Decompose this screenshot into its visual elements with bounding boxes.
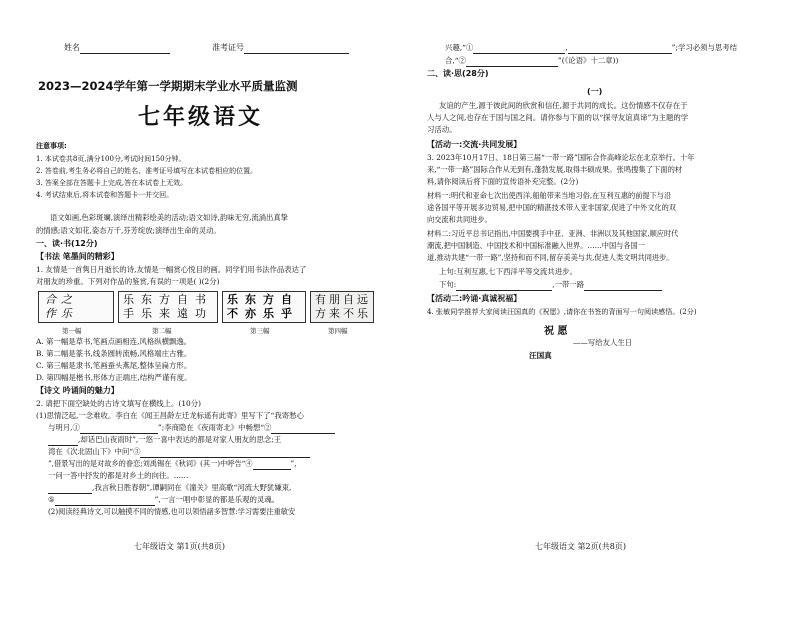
id-field — [212, 42, 349, 54]
part-number: (一) — [587, 87, 603, 96]
callig-char: 来 — [159, 307, 170, 320]
page-left — [0, 0, 397, 558]
slogan-blank[interactable] — [456, 281, 552, 291]
name-label: 姓名 — [64, 43, 80, 52]
caption-3: 第三幅 — [250, 327, 270, 335]
note-item: 2. 答卷前,考生务必将自己的姓名、准考证号填写在本试卷相应的位置。 — [36, 167, 258, 175]
name-field — [64, 42, 170, 54]
callig-char: 乎 — [281, 307, 292, 320]
q2-text: ⑤ — [48, 495, 55, 504]
callig-char: 乐 — [227, 293, 238, 306]
note-item: 1. 本试卷共8页,满分100分,考试时间150分钟。 — [36, 155, 186, 163]
name-line[interactable] — [80, 44, 170, 54]
question-3-line: 3. 2023年10月17日、18日第三届“一带一路”国际合作高峰论坛在北京举行。十年 — [427, 153, 695, 162]
callig-char: 方 — [159, 293, 170, 306]
callig-char: 亦 — [245, 307, 256, 320]
material-1-line: 向交流和共同进步。 — [427, 215, 492, 224]
callig-char: 遠 — [177, 307, 188, 320]
callig-char: 自 — [281, 293, 292, 306]
page-right — [397, 0, 794, 558]
note-item: 3. 答案全部在答题卡上完成,答在本试卷上无效。 — [36, 179, 188, 187]
question-2-line — [48, 434, 281, 446]
callig-char: 不 — [227, 307, 238, 320]
answer-blank[interactable] — [140, 448, 310, 458]
exam-title: 2023—2024学年第一学期期末学业水平质量监测 — [38, 79, 298, 93]
note-item: 4. 考试结束后,将本试卷和答题卡一并交回。 — [36, 191, 174, 199]
q2-text: ”,借景写出的是对故乡的眷恋;刘禹锡在《秋词》(其一)中呼告“④ — [48, 459, 253, 468]
intro-paragraph-line: 人与人之间,也存在于国与国之间。请你参与下面的以“探寻友谊真谛”为主题的学 — [427, 113, 689, 122]
option-d: D. 第四幅是楷书,形体方正端庄,结构严谨有度。 — [36, 373, 192, 382]
poem-title: 祝 愿 — [544, 326, 568, 337]
option-a: A. 第一幅是草书,笔画点画相连,风格纵横飘逸。 — [36, 337, 192, 346]
callig-char: 书 — [195, 293, 206, 306]
q2-text: ”,一言一唱中彰显的都是乐观的灵魂。 — [154, 495, 280, 504]
id-line[interactable] — [244, 44, 349, 54]
calligraphy-work-2 — [118, 291, 218, 323]
answer-blank[interactable] — [253, 460, 291, 470]
poem-author: 汪国真 — [529, 351, 552, 360]
answer-blank[interactable] — [473, 43, 568, 54]
activity-1-heading: 【活动一:交流·共同发展】 — [427, 140, 522, 149]
q2-text: ,我言秋日胜春朝”,谭嗣同在《潼关》里高歌“河流大野犹嫌束, — [92, 483, 292, 492]
q2-text: ”;学习必须与思考结 — [671, 43, 738, 52]
question-2-line — [48, 422, 335, 434]
answer-blank[interactable] — [55, 496, 155, 506]
callig-char: 手 — [123, 307, 134, 320]
slogan-second-line — [439, 279, 662, 291]
page-footer-right: 七年级语文 第2页(共8页) — [535, 542, 626, 551]
caption-4: 第四幅 — [328, 327, 348, 335]
callig-char: 之 — [61, 293, 72, 306]
material-2-line: 材料二:习近平总书记指出,中国要携手中亚、亚洲、非洲以及其他国家,顺应时代 — [427, 229, 679, 238]
notes-heading: 注意事项: — [36, 142, 67, 150]
q2-text: ”;李商隐在《夜雨寄北》中畅想“② — [157, 423, 272, 432]
callig-char: 东 — [141, 293, 152, 306]
intro-line: 的情感;语文如花,姿态万千,芬芳绽放;演绎出生命的灵动。 — [36, 226, 221, 235]
section-1-heading: 一、读·书(12分) — [36, 239, 98, 248]
callig-char: 自 — [177, 293, 188, 306]
id-label: 准考证号 — [212, 43, 244, 52]
question-1-line: 对朋友的珍重。下列对作品的鉴赏,有误的一项是( )(2分) — [36, 277, 220, 286]
question-2-line: (2)阅读经典诗文,可以触摸不同的情感,也可以领悟諸多智慧:学习需要注重敏安 — [48, 507, 296, 516]
callig-char: 有 — [315, 293, 326, 306]
question-2-line: 2. 请把下面空缺处的古诗文填写在横线上。(10分) — [36, 399, 201, 408]
q2-text: ”(《论语》十二章)) — [557, 56, 619, 65]
answer-blank[interactable] — [48, 436, 78, 446]
q2-text: 与明月,① — [48, 423, 80, 432]
material-2-line: 潮流,把中国制造、中国技术和中国标准融入世界。……中国与各国一 — [427, 241, 645, 250]
callig-char: 远 — [357, 293, 368, 306]
section-2-heading: 二、读·思(28分) — [427, 69, 489, 78]
answer-blank[interactable] — [80, 424, 158, 434]
callig-char: 作 — [45, 307, 56, 320]
slogan-text: ,一带一路 — [552, 280, 585, 289]
answer-blank[interactable] — [48, 484, 92, 494]
q2-continued-line — [445, 55, 618, 67]
question-2-line — [48, 458, 297, 470]
material-1-line: 材料一:明代和亚命七次出使西洋,船舶带来当地习俗,在互利互惠的前提下与沿 — [427, 191, 672, 200]
callig-char: 乐 — [123, 293, 134, 306]
question-1-line: 1. 友情是一首隽日月逝长的诗,友情是一幅赏心悦目的画。同学们用书法作品表达了 — [36, 265, 307, 274]
callig-char: 来 — [329, 307, 340, 320]
question-2-line: (1)思情泛起,一念难收。李白在《闻王昌龄左迁龙标遥有此寄》里写下了“我寄愁心 — [36, 411, 304, 420]
question-2-line — [48, 482, 291, 494]
callig-char: 功 — [195, 307, 206, 320]
q2-text: 湾在《次北固山下》中问“③ — [48, 447, 141, 456]
q2-continued-line — [445, 42, 737, 54]
callig-char: 乐 — [61, 307, 72, 320]
caption-2: 第二幅 — [152, 327, 172, 335]
intro-paragraph-line: 习活动。 — [427, 125, 457, 134]
callig-char: 乐 — [141, 307, 152, 320]
callig-char: 方 — [315, 307, 326, 320]
q2-text: 兴趣,“① — [445, 43, 474, 52]
q2-text: ”, — [290, 459, 297, 468]
subsection-poetry: 【诗文 吟诵间的魅力】 — [36, 386, 119, 395]
callig-char: 不 — [343, 307, 354, 320]
option-b: B. 第二幅是篆书,线条圆转流畅,风格端庄古雅。 — [36, 349, 192, 358]
subsection-calligraphy: 【书法 笔墨间的精彩】 — [36, 252, 119, 261]
callig-char: 方 — [263, 293, 274, 306]
subject-title: 七年级语文 — [138, 105, 264, 130]
q2-text: ,却话巴山夜雨时”,一悠一喜中表达的都是对家人朋友的思念;王 — [78, 435, 282, 444]
q2-text: 合,“② — [445, 56, 466, 65]
answer-blank[interactable] — [568, 44, 672, 54]
activity-2-heading: 【活动二:吟诵·真诚祝福】 — [427, 294, 522, 303]
question-2-line: 一问一答中抒发的都是对乡土的向往。…… — [48, 471, 189, 480]
material-1-line: 途各国平等开展多边贸易,把中国的精湛技术带入亚非国家,促进了中外文化的双 — [427, 203, 676, 212]
option-c: C. 第三幅是隶书,笔画蚕头燕尾,整体呈扁方形。 — [36, 361, 192, 370]
question-3-line: 料,请你阅读后将下面的宣传语补充完整。(2分) — [427, 177, 579, 186]
callig-char: 朋 — [329, 293, 340, 306]
q2-text: , — [565, 43, 568, 52]
slogan-label: 下句: — [439, 280, 457, 289]
question-3-line: 来,“一带一路”国际合作从无到有,蓬勃发展,取得丰硕成果。张鸣搜集了下面的材 — [427, 165, 683, 174]
callig-char: 乐 — [357, 307, 368, 320]
slogan-blank[interactable] — [584, 281, 662, 291]
answer-blank[interactable] — [466, 57, 558, 67]
question-2-line — [48, 494, 279, 506]
question-4-line: 4. 张敏同学推荐大家阅读汪国真的《祝愿》,请你在书签的背面写一句阅读感悟。(2分) — [427, 307, 697, 316]
slogan-first-line: 上句:互利互惠,七下西洋平等交流共进步。 — [439, 267, 577, 276]
calligraphy-work-1 — [38, 291, 114, 323]
caption-1: 第一幅 — [62, 327, 82, 335]
callig-char: 合 — [45, 293, 56, 306]
intro-paragraph-line: 友谊的产生,源于彼此间的欣赏和信任,源于共同的成长。这份情感不仅存在于 — [439, 101, 688, 110]
question-2-line — [48, 446, 310, 458]
answer-blank[interactable] — [271, 424, 335, 434]
callig-char: 自 — [343, 293, 354, 306]
poem-subtitle: ——写给友人生日 — [573, 338, 633, 347]
material-2-line: 道,推动共建“一带一路”,坚持和而不同,留存美美与共,促进人类文明共同进步。 — [427, 253, 674, 262]
calligraphy-work-4 — [310, 291, 374, 323]
page-footer-left: 七年级语文 第1页(共8页) — [134, 542, 225, 551]
callig-char: 东 — [245, 293, 256, 306]
callig-char: 乐 — [263, 307, 274, 320]
intro-line: 语文如画,色彩斑斓,演绎出精彩绘美的活动;语文如诗,韵味无穷,流淌出真挚 — [50, 213, 288, 222]
calligraphy-work-3 — [222, 291, 306, 323]
